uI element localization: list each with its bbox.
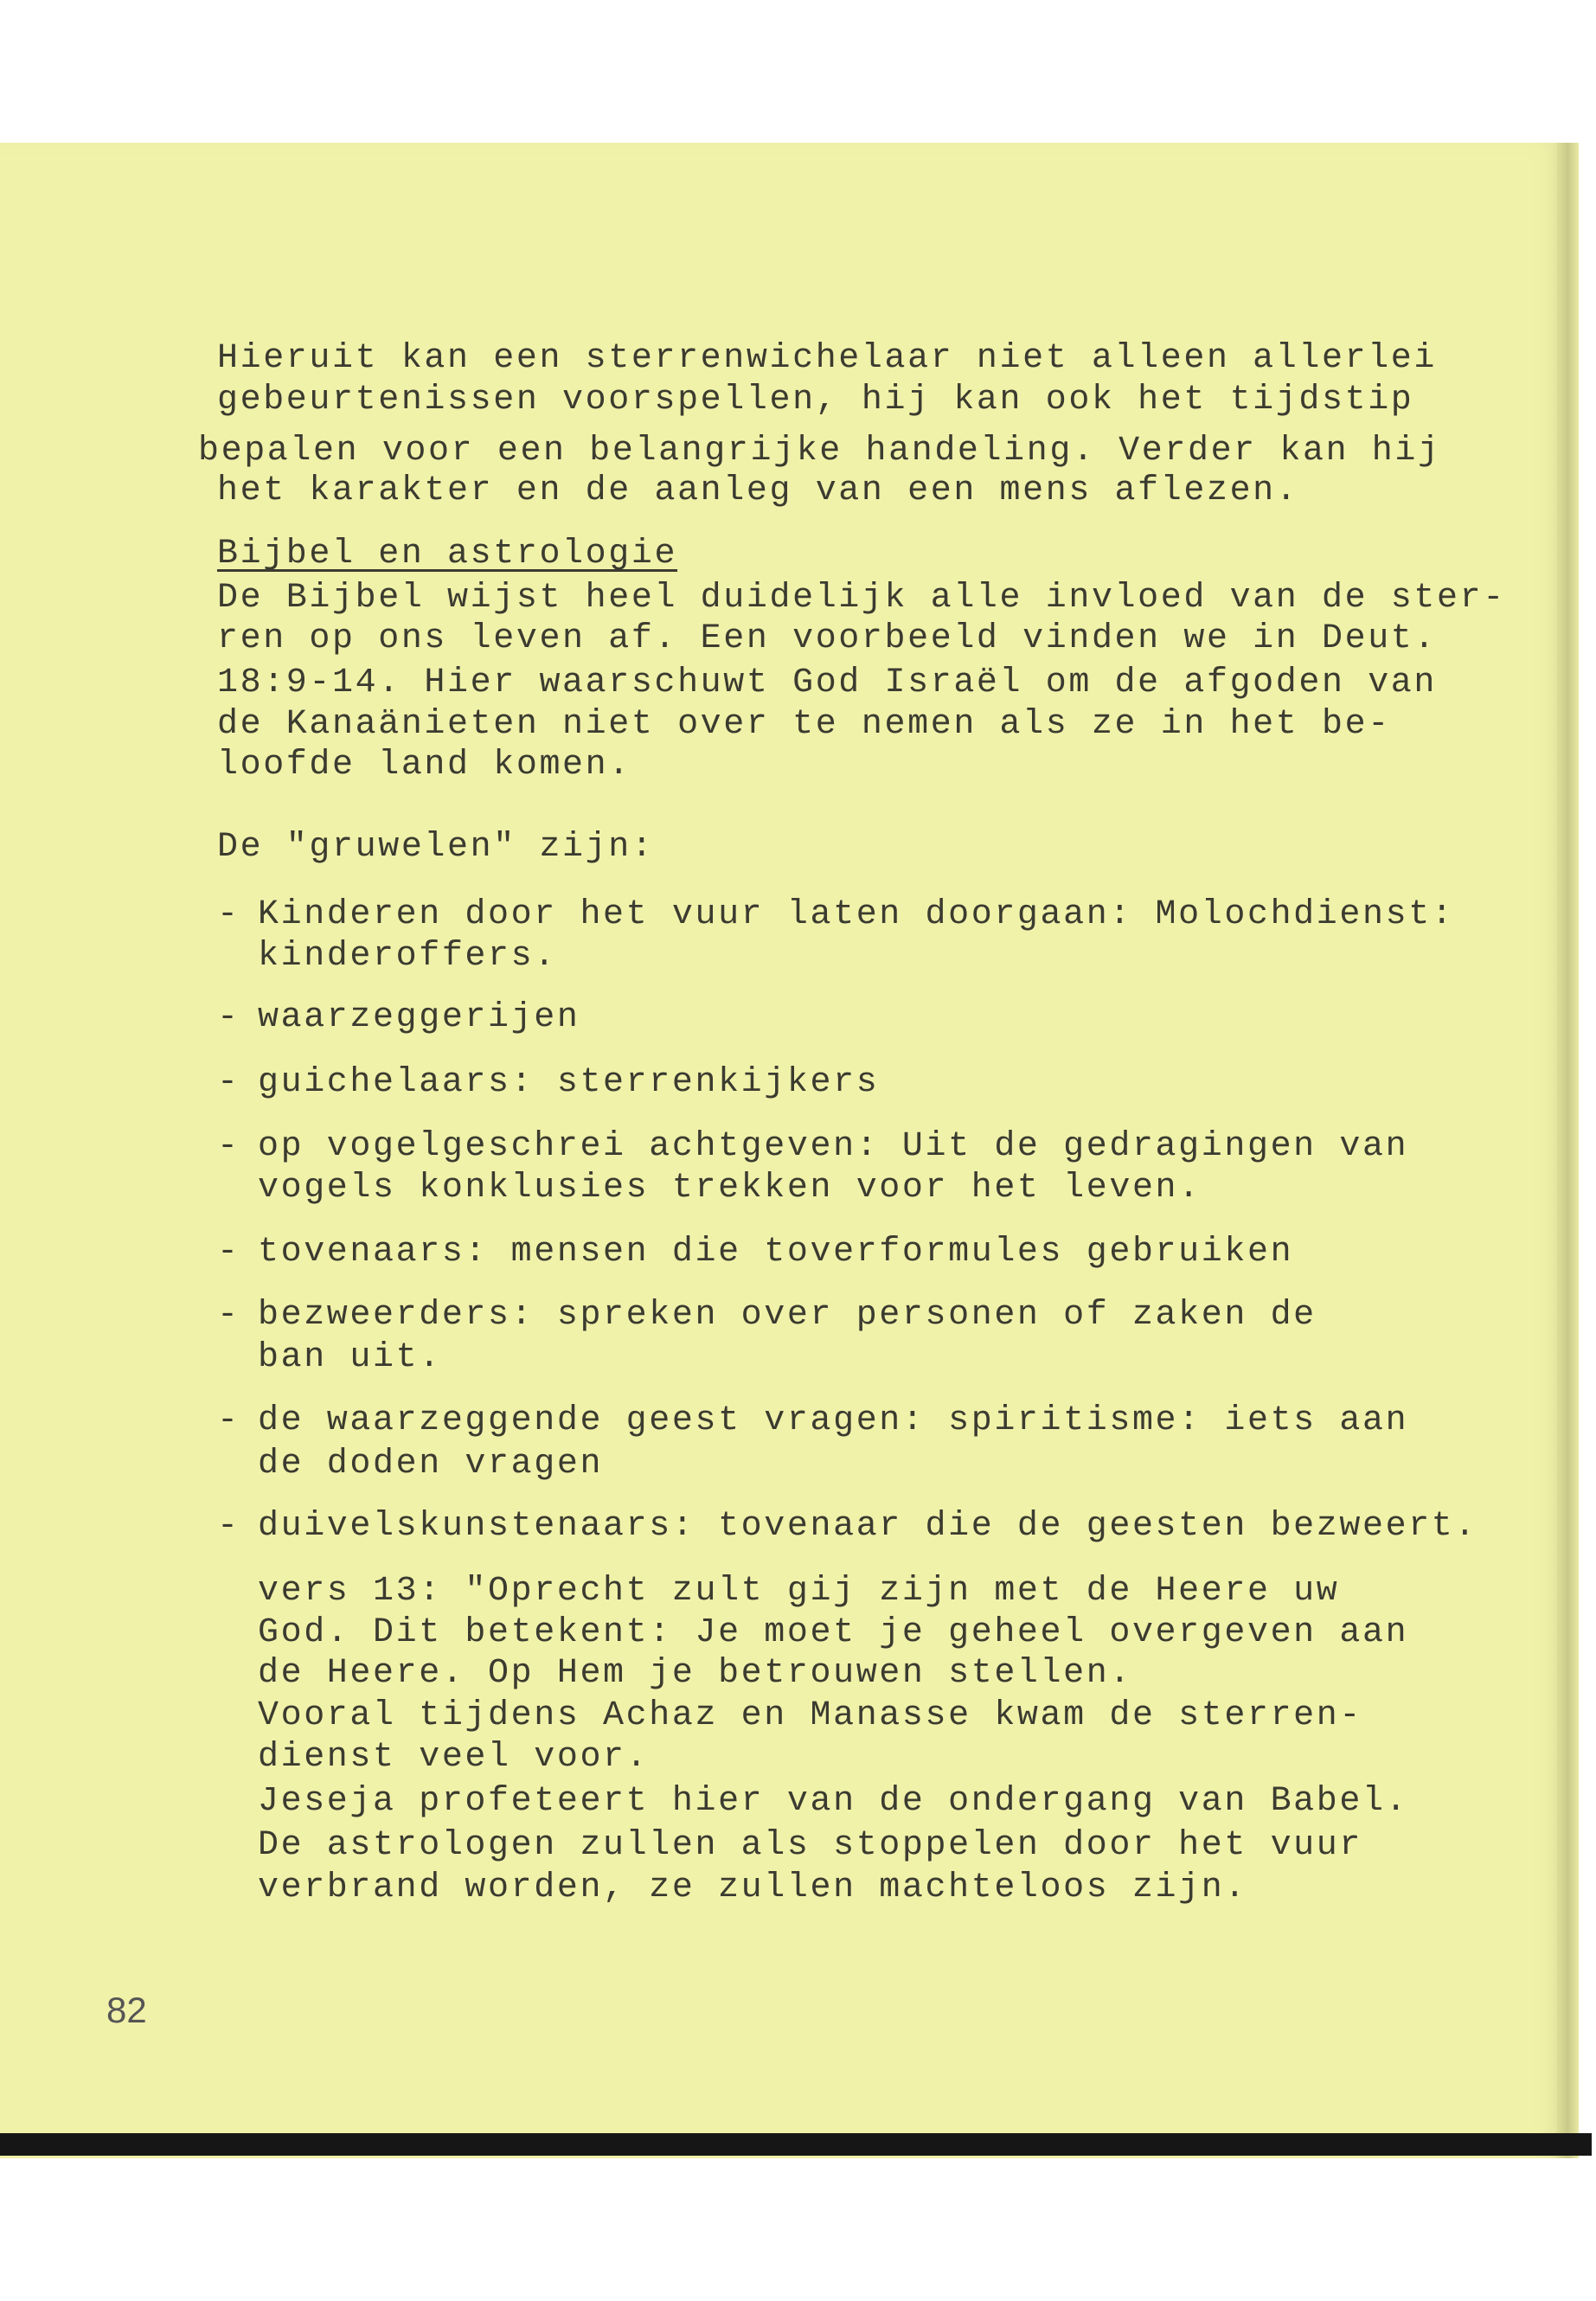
list-text: ban uit.: [258, 1338, 442, 1377]
list-text: guichelaars: sterrenkijkers: [258, 1063, 880, 1102]
closing-line: God. Dit betekent: Je moet je geheel overgeven aan: [258, 1613, 1409, 1652]
intro-line: bepalen voor een belangrijke handeling. Verder kan hij: [198, 432, 1441, 471]
list-dash: -: [217, 1401, 240, 1440]
scan-bottom-border: [0, 2133, 1592, 2156]
closing-line: dienst veel voor.: [258, 1738, 650, 1777]
list-text: bezweerders: spreken over personen of zaken de: [258, 1296, 1317, 1335]
body-line: De Bijbel wijst heel duidelijk alle invloed van de ster-: [217, 579, 1506, 618]
list-text: tovenaars: mensen die toverformules gebruiken: [258, 1233, 1294, 1272]
page-number: 82: [106, 1990, 147, 2030]
closing-line: verbrand worden, ze zullen machteloos zijn.: [258, 1868, 1247, 1907]
section-heading: Bijbel en astrologie: [217, 535, 678, 574]
list-text: de waarzeggende geest vragen: spiritisme: iets aan: [258, 1401, 1409, 1440]
list-text: duivelskunstenaars: tovenaar die de geesten bezweert.: [258, 1507, 1478, 1546]
list-text: Kinderen door het vuur laten doorgaan: Molochdienst:: [258, 895, 1455, 934]
intro-line: Hieruit kan een sterrenwichelaar niet alleen allerlei: [217, 339, 1438, 378]
list-dash: -: [217, 1233, 240, 1272]
list-text: waarzeggerijen: [258, 998, 580, 1037]
list-dash: -: [217, 895, 240, 934]
closing-line: De astrologen zullen als stoppelen door het vuur: [258, 1826, 1362, 1865]
list-text: vogels konklusies trekken voor het leven.: [258, 1169, 1202, 1208]
list-dash: -: [217, 998, 240, 1037]
list-text: de doden vragen: [258, 1445, 604, 1484]
closing-line: Vooral tijdens Achaz en Manasse kwam de sterren-: [258, 1696, 1362, 1735]
body-line: ren op ons leven af. Een voorbeeld vinden we in Deut.: [217, 619, 1438, 658]
list-dash: -: [217, 1296, 240, 1335]
list-dash: -: [217, 1507, 240, 1546]
body-line: loofde land komen.: [217, 746, 631, 785]
closing-line: de Heere. Op Hem je betrouwen stellen.: [258, 1654, 1132, 1693]
intro-line: het karakter en de aanleg van een mens aflezen.: [217, 471, 1299, 510]
body-line: de Kanaänieten niet over te nemen als ze in het be-: [217, 705, 1391, 744]
list-text: op vogelgeschrei achtgeven: Uit de gedragingen van: [258, 1127, 1409, 1166]
list-intro: De "gruwelen" zijn:: [217, 828, 655, 867]
list-text: kinderoffers.: [258, 937, 557, 976]
closing-line: vers 13: "Oprecht zult gij zijn met de Heere uw: [258, 1572, 1340, 1611]
list-dash: -: [217, 1127, 240, 1166]
intro-line: gebeurtenissen voorspellen, hij kan ook het tijdstip: [217, 381, 1414, 420]
page-edge-shadow: [1557, 143, 1579, 2158]
body-line: 18:9-14. Hier waarschuwt God Israël om de afgoden van: [217, 663, 1438, 702]
list-dash: -: [217, 1063, 240, 1102]
closing-line: Jeseja profeteert hier van de ondergang van Babel.: [258, 1782, 1409, 1821]
